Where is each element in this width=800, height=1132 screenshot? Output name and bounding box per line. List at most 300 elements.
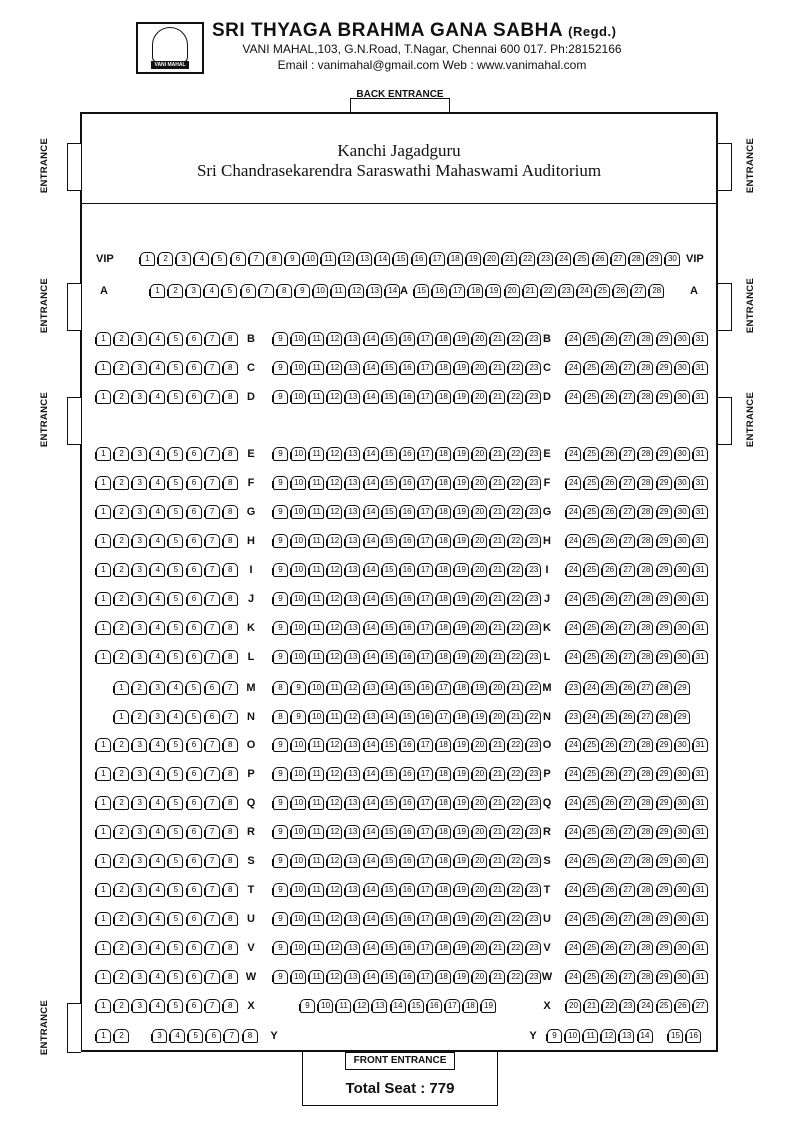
seat-v-20[interactable]: 20 [472,941,487,955]
seat-s-19[interactable]: 19 [454,854,469,868]
seat-m-16[interactable]: 16 [418,681,433,695]
seat-i-18[interactable]: 18 [436,563,451,577]
seat-g-30[interactable]: 30 [675,505,690,519]
seat-l-24[interactable]: 24 [566,650,581,664]
seat-e-19[interactable]: 19 [454,447,469,461]
seat-x-21[interactable]: 21 [584,999,599,1013]
seat-q-28[interactable]: 28 [638,796,653,810]
seat-k-31[interactable]: 31 [693,621,708,635]
seat-l-4[interactable]: 4 [150,650,165,664]
seat-y-8[interactable]: 8 [243,1029,258,1043]
seat-u-29[interactable]: 29 [657,912,672,926]
seat-j-21[interactable]: 21 [490,592,505,606]
seat-d-13[interactable]: 13 [345,390,360,404]
seat-r-13[interactable]: 13 [345,825,360,839]
seat-a-1[interactable]: 1 [150,284,165,298]
seat-n-19[interactable]: 19 [472,710,487,724]
seat-a-6[interactable]: 6 [241,284,256,298]
seat-b-4[interactable]: 4 [150,332,165,346]
seat-e-20[interactable]: 20 [472,447,487,461]
seat-k-13[interactable]: 13 [345,621,360,635]
seat-h-26[interactable]: 26 [602,534,617,548]
seat-h-31[interactable]: 31 [693,534,708,548]
seat-m-12[interactable]: 12 [345,681,360,695]
seat-m-26[interactable]: 26 [620,681,635,695]
seat-n-16[interactable]: 16 [418,710,433,724]
seat-u-3[interactable]: 3 [132,912,147,926]
seat-x-9[interactable]: 9 [300,999,315,1013]
seat-r-17[interactable]: 17 [418,825,433,839]
seat-y-2[interactable]: 2 [114,1029,129,1043]
seat-v-19[interactable]: 19 [454,941,469,955]
seat-g-4[interactable]: 4 [150,505,165,519]
seat-f-13[interactable]: 13 [345,476,360,490]
seat-t-13[interactable]: 13 [345,883,360,897]
seat-h-28[interactable]: 28 [638,534,653,548]
seat-i-25[interactable]: 25 [584,563,599,577]
seat-w-18[interactable]: 18 [436,970,451,984]
seat-d-12[interactable]: 12 [327,390,342,404]
seat-p-31[interactable]: 31 [693,767,708,781]
seat-k-27[interactable]: 27 [620,621,635,635]
seat-l-8[interactable]: 8 [223,650,238,664]
seat-p-13[interactable]: 13 [345,767,360,781]
seat-u-11[interactable]: 11 [309,912,324,926]
seat-f-21[interactable]: 21 [490,476,505,490]
seat-y-7[interactable]: 7 [224,1029,239,1043]
seat-l-16[interactable]: 16 [400,650,415,664]
seat-c-7[interactable]: 7 [205,361,220,375]
seat-e-9[interactable]: 9 [273,447,288,461]
seat-r-1[interactable]: 1 [96,825,111,839]
seat-t-3[interactable]: 3 [132,883,147,897]
seat-q-30[interactable]: 30 [675,796,690,810]
seat-t-25[interactable]: 25 [584,883,599,897]
seat-c-9[interactable]: 9 [273,361,288,375]
seat-f-2[interactable]: 2 [114,476,129,490]
seat-s-8[interactable]: 8 [223,854,238,868]
seat-b-15[interactable]: 15 [382,332,397,346]
seat-v-29[interactable]: 29 [657,941,672,955]
seat-r-9[interactable]: 9 [273,825,288,839]
seat-r-29[interactable]: 29 [657,825,672,839]
seat-o-29[interactable]: 29 [657,738,672,752]
seat-h-18[interactable]: 18 [436,534,451,548]
seat-v-14[interactable]: 14 [364,941,379,955]
seat-f-12[interactable]: 12 [327,476,342,490]
seat-w-10[interactable]: 10 [291,970,306,984]
seat-w-12[interactable]: 12 [327,970,342,984]
seat-m-13[interactable]: 13 [364,681,379,695]
seat-h-22[interactable]: 22 [508,534,523,548]
seat-w-28[interactable]: 28 [638,970,653,984]
seat-o-27[interactable]: 27 [620,738,635,752]
seat-i-14[interactable]: 14 [364,563,379,577]
seat-t-29[interactable]: 29 [657,883,672,897]
seat-w-30[interactable]: 30 [675,970,690,984]
seat-b-12[interactable]: 12 [327,332,342,346]
seat-r-26[interactable]: 26 [602,825,617,839]
seat-y-14[interactable]: 14 [638,1029,653,1043]
seat-a-17[interactable]: 17 [450,284,465,298]
seat-u-27[interactable]: 27 [620,912,635,926]
seat-y-4[interactable]: 4 [170,1029,185,1043]
seat-l-29[interactable]: 29 [657,650,672,664]
seat-b-26[interactable]: 26 [602,332,617,346]
seat-o-5[interactable]: 5 [168,738,183,752]
seat-g-16[interactable]: 16 [400,505,415,519]
seat-vip-6[interactable]: 6 [231,252,246,266]
seat-m-27[interactable]: 27 [638,681,653,695]
seat-f-6[interactable]: 6 [187,476,202,490]
seat-i-7[interactable]: 7 [205,563,220,577]
seat-f-11[interactable]: 11 [309,476,324,490]
seat-e-16[interactable]: 16 [400,447,415,461]
seat-b-25[interactable]: 25 [584,332,599,346]
seat-b-6[interactable]: 6 [187,332,202,346]
seat-j-7[interactable]: 7 [205,592,220,606]
seat-n-22[interactable]: 22 [526,710,541,724]
seat-u-20[interactable]: 20 [472,912,487,926]
seat-m-28[interactable]: 28 [657,681,672,695]
seat-h-11[interactable]: 11 [309,534,324,548]
seat-f-1[interactable]: 1 [96,476,111,490]
seat-y-3[interactable]: 3 [152,1029,167,1043]
seat-a-13[interactable]: 13 [367,284,382,298]
seat-i-22[interactable]: 22 [508,563,523,577]
seat-d-15[interactable]: 15 [382,390,397,404]
seat-s-29[interactable]: 29 [657,854,672,868]
seat-a-27[interactable]: 27 [631,284,646,298]
seat-d-20[interactable]: 20 [472,390,487,404]
seat-i-21[interactable]: 21 [490,563,505,577]
seat-u-18[interactable]: 18 [436,912,451,926]
seat-n-11[interactable]: 11 [327,710,342,724]
seat-k-15[interactable]: 15 [382,621,397,635]
seat-b-23[interactable]: 23 [526,332,541,346]
seat-w-14[interactable]: 14 [364,970,379,984]
seat-j-1[interactable]: 1 [96,592,111,606]
seat-c-2[interactable]: 2 [114,361,129,375]
seat-h-24[interactable]: 24 [566,534,581,548]
seat-u-7[interactable]: 7 [205,912,220,926]
seat-a-14[interactable]: 14 [385,284,400,298]
seat-a-3[interactable]: 3 [186,284,201,298]
seat-k-11[interactable]: 11 [309,621,324,635]
seat-w-31[interactable]: 31 [693,970,708,984]
seat-b-30[interactable]: 30 [675,332,690,346]
seat-e-4[interactable]: 4 [150,447,165,461]
seat-p-22[interactable]: 22 [508,767,523,781]
seat-k-28[interactable]: 28 [638,621,653,635]
seat-f-18[interactable]: 18 [436,476,451,490]
seat-x-11[interactable]: 11 [336,999,351,1013]
seat-l-9[interactable]: 9 [273,650,288,664]
seat-y-6[interactable]: 6 [206,1029,221,1043]
seat-y-9[interactable]: 9 [547,1029,562,1043]
seat-v-16[interactable]: 16 [400,941,415,955]
seat-f-29[interactable]: 29 [657,476,672,490]
seat-k-26[interactable]: 26 [602,621,617,635]
seat-y-1[interactable]: 1 [96,1029,111,1043]
seat-x-2[interactable]: 2 [114,999,129,1013]
seat-a-20[interactable]: 20 [505,284,520,298]
seat-t-20[interactable]: 20 [472,883,487,897]
seat-f-16[interactable]: 16 [400,476,415,490]
seat-o-22[interactable]: 22 [508,738,523,752]
seat-r-7[interactable]: 7 [205,825,220,839]
seat-u-28[interactable]: 28 [638,912,653,926]
seat-o-3[interactable]: 3 [132,738,147,752]
seat-c-3[interactable]: 3 [132,361,147,375]
seat-u-30[interactable]: 30 [675,912,690,926]
seat-vip-5[interactable]: 5 [212,252,227,266]
seat-vip-25[interactable]: 25 [574,252,589,266]
seat-a-4[interactable]: 4 [204,284,219,298]
seat-e-14[interactable]: 14 [364,447,379,461]
seat-x-4[interactable]: 4 [150,999,165,1013]
seat-r-24[interactable]: 24 [566,825,581,839]
seat-j-13[interactable]: 13 [345,592,360,606]
seat-u-21[interactable]: 21 [490,912,505,926]
seat-c-23[interactable]: 23 [526,361,541,375]
seat-g-15[interactable]: 15 [382,505,397,519]
seat-s-30[interactable]: 30 [675,854,690,868]
seat-q-15[interactable]: 15 [382,796,397,810]
seat-k-18[interactable]: 18 [436,621,451,635]
seat-u-10[interactable]: 10 [291,912,306,926]
seat-x-8[interactable]: 8 [223,999,238,1013]
seat-v-2[interactable]: 2 [114,941,129,955]
seat-m-22[interactable]: 22 [526,681,541,695]
seat-vip-16[interactable]: 16 [412,252,427,266]
seat-e-6[interactable]: 6 [187,447,202,461]
seat-l-12[interactable]: 12 [327,650,342,664]
seat-v-4[interactable]: 4 [150,941,165,955]
seat-j-20[interactable]: 20 [472,592,487,606]
seat-p-28[interactable]: 28 [638,767,653,781]
seat-d-26[interactable]: 26 [602,390,617,404]
seat-l-11[interactable]: 11 [309,650,324,664]
seat-d-5[interactable]: 5 [168,390,183,404]
seat-a-12[interactable]: 12 [349,284,364,298]
seat-b-14[interactable]: 14 [364,332,379,346]
seat-vip-10[interactable]: 10 [303,252,318,266]
seat-e-23[interactable]: 23 [526,447,541,461]
seat-u-19[interactable]: 19 [454,912,469,926]
seat-r-22[interactable]: 22 [508,825,523,839]
seat-k-1[interactable]: 1 [96,621,111,635]
seat-q-26[interactable]: 26 [602,796,617,810]
seat-w-5[interactable]: 5 [168,970,183,984]
seat-o-4[interactable]: 4 [150,738,165,752]
seat-x-3[interactable]: 3 [132,999,147,1013]
seat-q-18[interactable]: 18 [436,796,451,810]
seat-vip-22[interactable]: 22 [520,252,535,266]
seat-b-2[interactable]: 2 [114,332,129,346]
seat-vip-7[interactable]: 7 [249,252,264,266]
seat-vip-15[interactable]: 15 [393,252,408,266]
seat-r-8[interactable]: 8 [223,825,238,839]
seat-b-17[interactable]: 17 [418,332,433,346]
seat-u-2[interactable]: 2 [114,912,129,926]
seat-u-17[interactable]: 17 [418,912,433,926]
seat-w-4[interactable]: 4 [150,970,165,984]
seat-k-2[interactable]: 2 [114,621,129,635]
seat-q-16[interactable]: 16 [400,796,415,810]
seat-u-6[interactable]: 6 [187,912,202,926]
seat-v-24[interactable]: 24 [566,941,581,955]
seat-c-29[interactable]: 29 [657,361,672,375]
seat-a-24[interactable]: 24 [577,284,592,298]
seat-r-31[interactable]: 31 [693,825,708,839]
seat-w-16[interactable]: 16 [400,970,415,984]
seat-u-31[interactable]: 31 [693,912,708,926]
seat-m-17[interactable]: 17 [436,681,451,695]
seat-e-22[interactable]: 22 [508,447,523,461]
seat-v-6[interactable]: 6 [187,941,202,955]
seat-t-14[interactable]: 14 [364,883,379,897]
seat-w-3[interactable]: 3 [132,970,147,984]
seat-q-29[interactable]: 29 [657,796,672,810]
seat-r-25[interactable]: 25 [584,825,599,839]
seat-p-1[interactable]: 1 [96,767,111,781]
seat-g-24[interactable]: 24 [566,505,581,519]
seat-f-10[interactable]: 10 [291,476,306,490]
seat-s-13[interactable]: 13 [345,854,360,868]
seat-t-22[interactable]: 22 [508,883,523,897]
seat-f-7[interactable]: 7 [205,476,220,490]
seat-a-15[interactable]: 15 [414,284,429,298]
seat-a-25[interactable]: 25 [595,284,610,298]
seat-s-5[interactable]: 5 [168,854,183,868]
seat-x-23[interactable]: 23 [620,999,635,1013]
seat-i-10[interactable]: 10 [291,563,306,577]
seat-v-17[interactable]: 17 [418,941,433,955]
seat-p-11[interactable]: 11 [309,767,324,781]
seat-v-10[interactable]: 10 [291,941,306,955]
seat-q-8[interactable]: 8 [223,796,238,810]
seat-b-21[interactable]: 21 [490,332,505,346]
seat-q-24[interactable]: 24 [566,796,581,810]
seat-x-7[interactable]: 7 [205,999,220,1013]
seat-s-27[interactable]: 27 [620,854,635,868]
seat-m-2[interactable]: 2 [132,681,147,695]
seat-x-6[interactable]: 6 [187,999,202,1013]
seat-d-30[interactable]: 30 [675,390,690,404]
seat-q-21[interactable]: 21 [490,796,505,810]
seat-h-20[interactable]: 20 [472,534,487,548]
seat-q-19[interactable]: 19 [454,796,469,810]
seat-c-20[interactable]: 20 [472,361,487,375]
seat-g-12[interactable]: 12 [327,505,342,519]
seat-j-11[interactable]: 11 [309,592,324,606]
seat-e-29[interactable]: 29 [657,447,672,461]
seat-r-20[interactable]: 20 [472,825,487,839]
seat-b-18[interactable]: 18 [436,332,451,346]
seat-r-18[interactable]: 18 [436,825,451,839]
seat-t-8[interactable]: 8 [223,883,238,897]
seat-n-23[interactable]: 23 [566,710,581,724]
seat-o-10[interactable]: 10 [291,738,306,752]
seat-p-19[interactable]: 19 [454,767,469,781]
seat-w-21[interactable]: 21 [490,970,505,984]
seat-n-5[interactable]: 5 [186,710,201,724]
seat-g-17[interactable]: 17 [418,505,433,519]
seat-n-3[interactable]: 3 [150,710,165,724]
seat-c-13[interactable]: 13 [345,361,360,375]
seat-e-26[interactable]: 26 [602,447,617,461]
seat-x-26[interactable]: 26 [675,999,690,1013]
seat-l-2[interactable]: 2 [114,650,129,664]
seat-q-1[interactable]: 1 [96,796,111,810]
seat-vip-21[interactable]: 21 [502,252,517,266]
seat-v-3[interactable]: 3 [132,941,147,955]
seat-b-3[interactable]: 3 [132,332,147,346]
seat-m-19[interactable]: 19 [472,681,487,695]
seat-q-23[interactable]: 23 [526,796,541,810]
seat-c-10[interactable]: 10 [291,361,306,375]
seat-d-17[interactable]: 17 [418,390,433,404]
seat-i-19[interactable]: 19 [454,563,469,577]
seat-q-25[interactable]: 25 [584,796,599,810]
seat-v-15[interactable]: 15 [382,941,397,955]
seat-m-11[interactable]: 11 [327,681,342,695]
seat-y-5[interactable]: 5 [188,1029,203,1043]
seat-e-8[interactable]: 8 [223,447,238,461]
seat-i-16[interactable]: 16 [400,563,415,577]
seat-i-12[interactable]: 12 [327,563,342,577]
seat-s-31[interactable]: 31 [693,854,708,868]
seat-s-15[interactable]: 15 [382,854,397,868]
seat-vip-28[interactable]: 28 [629,252,644,266]
seat-t-10[interactable]: 10 [291,883,306,897]
seat-t-24[interactable]: 24 [566,883,581,897]
seat-i-8[interactable]: 8 [223,563,238,577]
seat-x-22[interactable]: 22 [602,999,617,1013]
seat-u-16[interactable]: 16 [400,912,415,926]
seat-c-27[interactable]: 27 [620,361,635,375]
seat-s-12[interactable]: 12 [327,854,342,868]
seat-t-18[interactable]: 18 [436,883,451,897]
seat-u-1[interactable]: 1 [96,912,111,926]
seat-o-2[interactable]: 2 [114,738,129,752]
seat-vip-19[interactable]: 19 [466,252,481,266]
seat-c-24[interactable]: 24 [566,361,581,375]
seat-j-6[interactable]: 6 [187,592,202,606]
seat-w-27[interactable]: 27 [620,970,635,984]
seat-g-20[interactable]: 20 [472,505,487,519]
seat-o-11[interactable]: 11 [309,738,324,752]
seat-v-13[interactable]: 13 [345,941,360,955]
seat-f-8[interactable]: 8 [223,476,238,490]
seat-v-26[interactable]: 26 [602,941,617,955]
seat-k-8[interactable]: 8 [223,621,238,635]
seat-o-8[interactable]: 8 [223,738,238,752]
seat-k-10[interactable]: 10 [291,621,306,635]
seat-h-5[interactable]: 5 [168,534,183,548]
seat-q-2[interactable]: 2 [114,796,129,810]
seat-t-30[interactable]: 30 [675,883,690,897]
seat-l-19[interactable]: 19 [454,650,469,664]
seat-i-23[interactable]: 23 [526,563,541,577]
seat-o-14[interactable]: 14 [364,738,379,752]
seat-l-23[interactable]: 23 [526,650,541,664]
seat-o-26[interactable]: 26 [602,738,617,752]
seat-r-6[interactable]: 6 [187,825,202,839]
seat-m-24[interactable]: 24 [584,681,599,695]
seat-n-28[interactable]: 28 [657,710,672,724]
